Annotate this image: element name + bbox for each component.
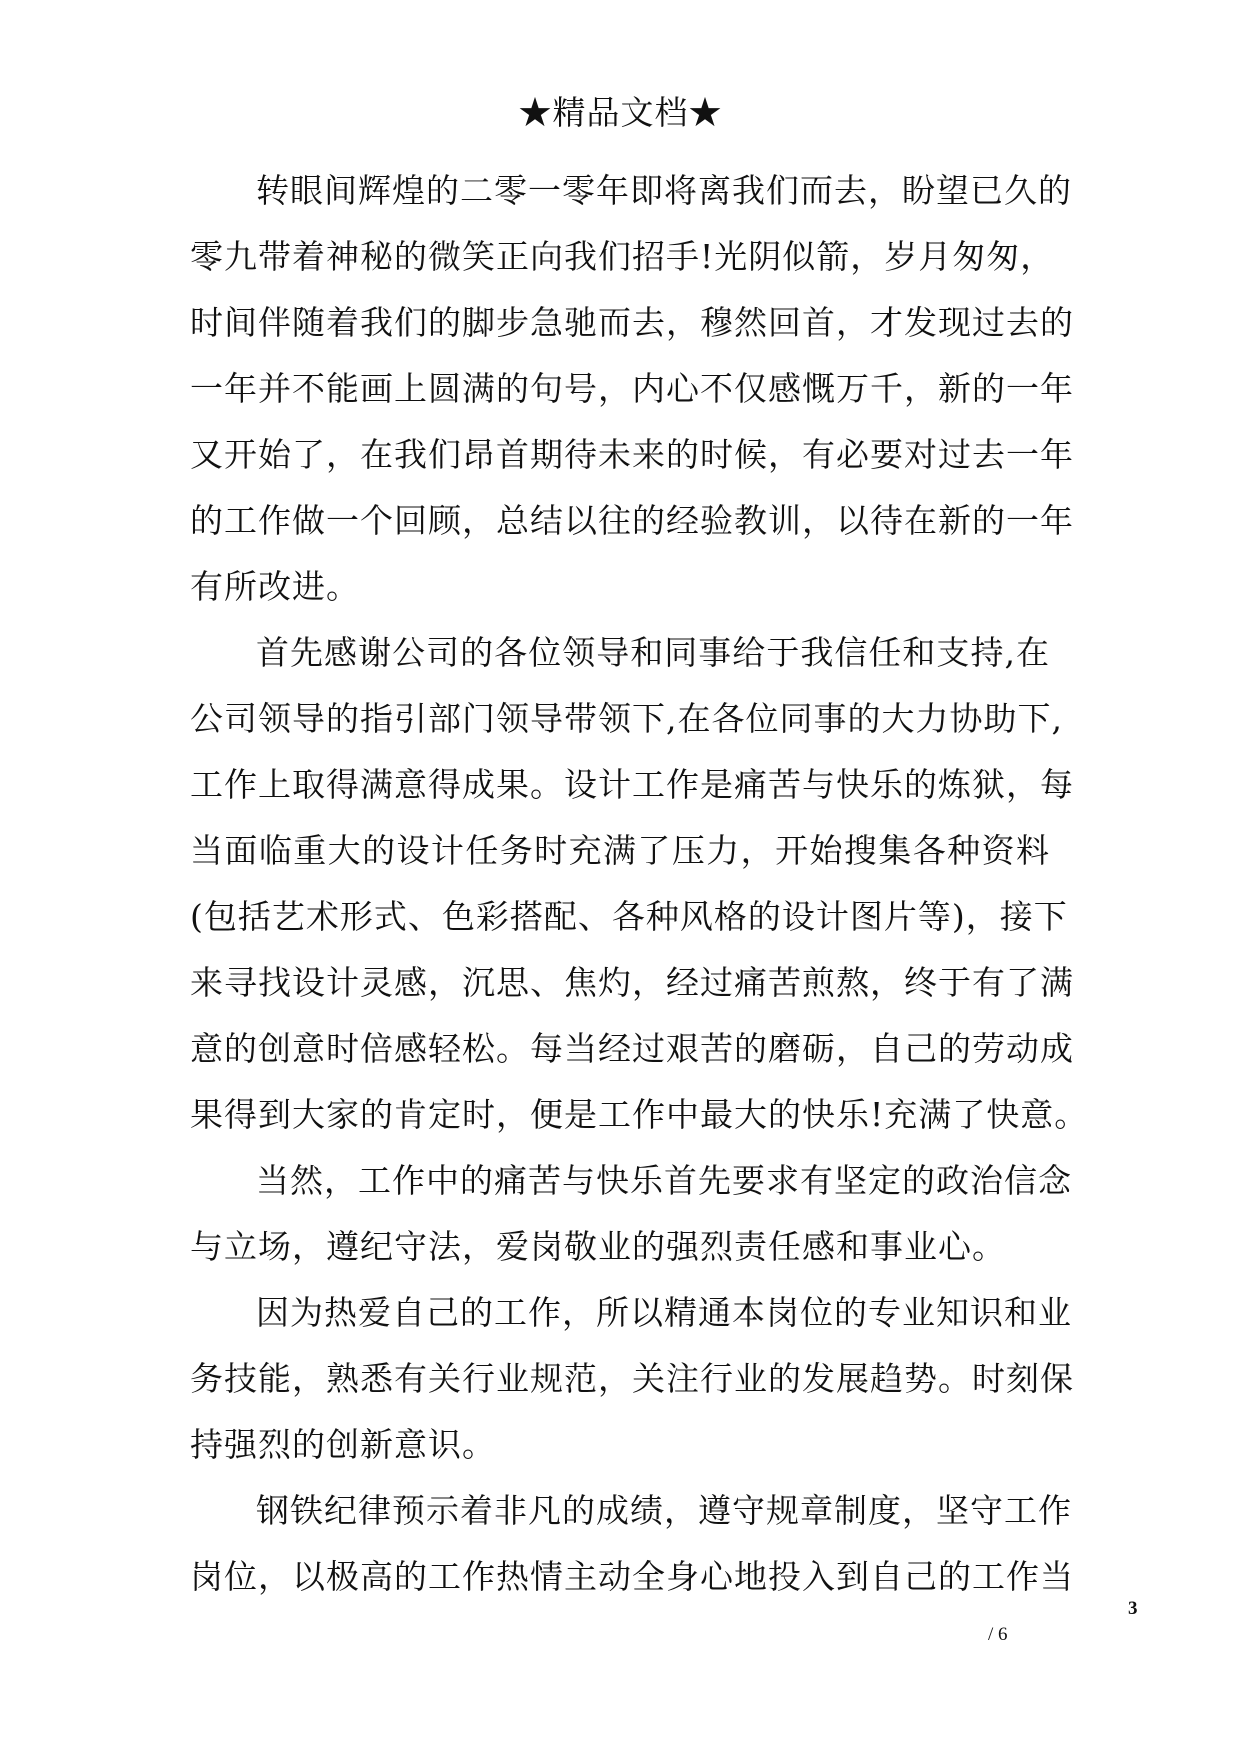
paragraph-line: 持强烈的创新意识。 bbox=[190, 1425, 496, 1464]
page-header-title: ★精品文档★ bbox=[518, 93, 723, 132]
paragraph-line: 果得到大家的肯定时，便是工作中最大的快乐!充满了快意。 bbox=[190, 1095, 1089, 1134]
paragraph-line: 时间伴随着我们的脚步急驰而去，穆然回首，才发现过去的 bbox=[190, 303, 1074, 342]
paragraph-line: 意的创意时倍感轻松。每当经过艰苦的磨砺，自己的劳动成 bbox=[190, 1029, 1074, 1068]
paragraph-line: 因为热爱自己的工作，所以精通本岗位的专业知识和业 bbox=[256, 1293, 1072, 1332]
paragraph-line: 有所改进。 bbox=[190, 567, 360, 606]
paragraph-line: 又开始了，在我们昂首期待未来的时候，有必要对过去一年 bbox=[190, 435, 1074, 474]
paragraph-line: 来寻找设计灵感，沉思、焦灼，经过痛苦煎熬，终于有了满 bbox=[190, 963, 1074, 1002]
paragraph-line: 的工作做一个回顾，总结以往的经验教训，以待在新的一年 bbox=[190, 501, 1074, 540]
document-body bbox=[190, 158, 1089, 1610]
paragraph-line: 公司领导的指引部门领导带领下,在各位同事的大力协助下, bbox=[190, 699, 1063, 738]
paragraph-line: 当面临重大的设计任务时充满了压力，开始搜集各种资料 bbox=[190, 831, 1050, 870]
paragraph-line: 首先感谢公司的各位领导和同事给于我信任和支持,在 bbox=[256, 633, 1050, 672]
paragraph-line: 零九带着神秘的微笑正向我们招手!光阴似箭，岁月匆匆， bbox=[190, 237, 1055, 276]
paragraph-line: (包括艺术形式、色彩搭配、各种风格的设计图片等)，接下 bbox=[190, 897, 1068, 936]
paragraph-line: 转眼间辉煌的二零一零年即将离我们而去，盼望已久的 bbox=[256, 171, 1072, 210]
page-total: / 6 bbox=[988, 1624, 1008, 1645]
paragraph-line: 务技能，熟悉有关行业规范，关注行业的发展趋势。时刻保 bbox=[190, 1359, 1074, 1398]
paragraph-line: 与立场，遵纪守法，爱岗敬业的强烈责任感和事业心。 bbox=[190, 1227, 1006, 1266]
paragraph-line: 工作上取得满意得成果。设计工作是痛苦与快乐的炼狱，每 bbox=[190, 765, 1074, 804]
paragraph-line: 岗位，以极高的工作热情主动全身心地投入到自己的工作当 bbox=[190, 1557, 1074, 1596]
paragraph-line: 当然，工作中的痛苦与快乐首先要求有坚定的政治信念 bbox=[256, 1161, 1072, 1200]
paragraph-line: 钢铁纪律预示着非凡的成绩，遵守规章制度，坚守工作 bbox=[256, 1491, 1072, 1530]
page-number: 3 bbox=[1128, 1598, 1138, 1619]
paragraph-line: 一年并不能画上圆满的句号，内心不仅感慨万千，新的一年 bbox=[190, 369, 1074, 408]
